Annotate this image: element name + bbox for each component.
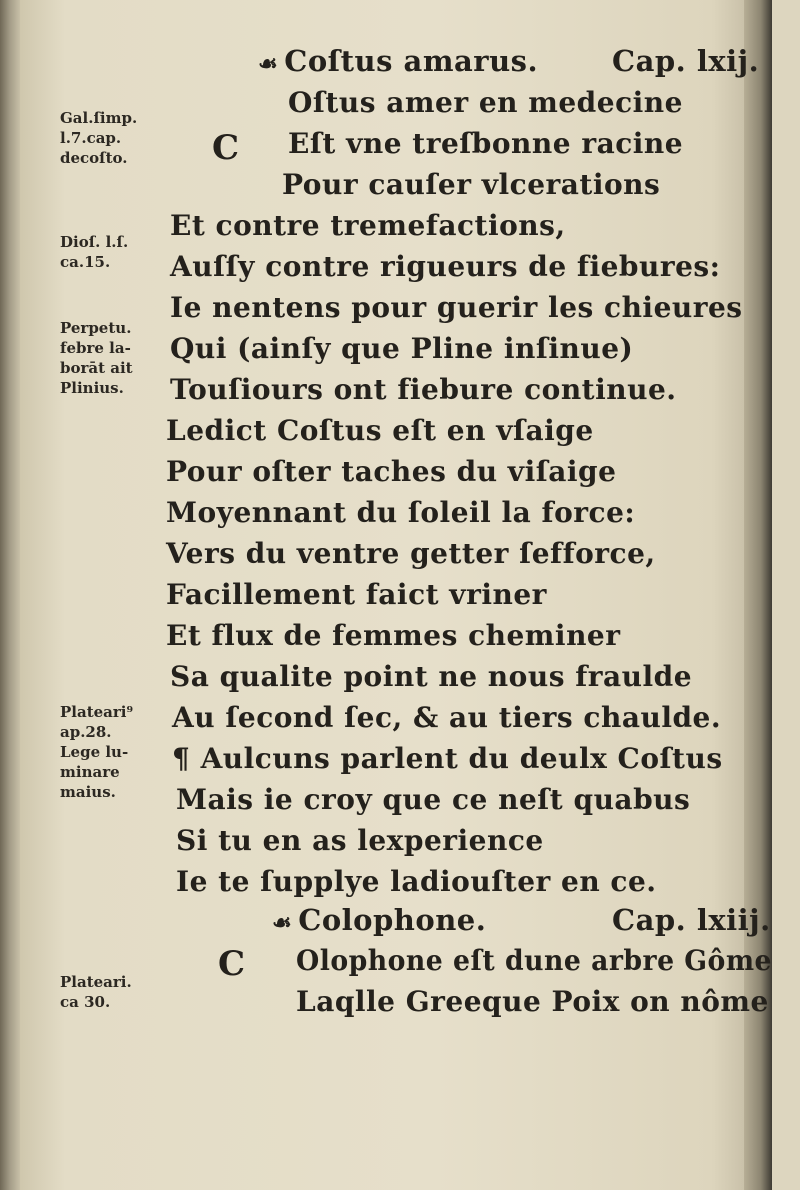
- verse-line: Eſt vne treſbonne racine: [288, 127, 684, 160]
- fleuron-icon: ☙: [258, 51, 279, 77]
- margin-note-line: decoſto.: [60, 149, 128, 167]
- verse-line: Sa qualite point ne nous fraulde: [170, 660, 693, 693]
- chapter-title: Coſtus amarus.: [284, 44, 539, 78]
- margin-note-2: [60, 232, 165, 272]
- chapter-number: Cap. lxij.: [612, 44, 760, 78]
- margin-note-line: minare: [60, 763, 120, 781]
- chapter-heading: [272, 903, 486, 940]
- margin-note-line: Gal.ſimp.: [60, 109, 138, 127]
- verse-line: Touſiours ont fiebure continue.: [170, 373, 677, 406]
- margin-note-3: [60, 318, 165, 398]
- verse-line: Moyennant du ſoleil la force:: [166, 496, 636, 529]
- margin-note-line: Dioſ. l.ſ.: [60, 233, 129, 251]
- margin-note-1: [60, 108, 165, 168]
- verse-line: Ledict Coſtus eſt en vſaige: [166, 414, 594, 447]
- chapter-number: Cap. lxiij.: [612, 903, 771, 937]
- verse-line: Vers du ventre getter ſefforce,: [166, 537, 656, 570]
- margin-note-4: [60, 702, 165, 802]
- margin-note-line: maius.: [60, 783, 116, 801]
- verse-line: Facillement faict vriner: [166, 578, 547, 611]
- drop-initial: C: [218, 944, 246, 984]
- verse-line: Olophone eſt dune arbre Gôme: [296, 944, 772, 977]
- verse-line: Laqlle Greeque Poix on nôme: [296, 985, 769, 1018]
- fleuron-icon: ☙: [272, 910, 293, 936]
- verse-line: Mais ie croy que ce neſt quabus: [176, 783, 691, 816]
- margin-note-line: Perpetu.: [60, 319, 132, 337]
- book-spine-shadow: [0, 0, 20, 1190]
- margin-note-line: Plinius.: [60, 379, 124, 397]
- margin-note-line: borāt ait: [60, 359, 133, 377]
- verse-line: Ie te ſupplye ladiouſter en ce.: [176, 865, 657, 898]
- verse-line: Et flux de femmes cheminer: [166, 619, 621, 652]
- verse-line: Si tu en as lexperience: [176, 824, 544, 857]
- chapter-title: Colophone.: [298, 903, 487, 937]
- verse-line: Qui (ainſy que Pline inſinue): [170, 332, 634, 365]
- drop-initial: C: [212, 128, 240, 168]
- margin-note-line: febre la-: [60, 339, 131, 357]
- verse-line: Pour cauſer vlcerations: [282, 168, 661, 201]
- margin-note-line: l.7.cap.: [60, 129, 122, 147]
- margin-note-5: [60, 972, 165, 1012]
- chapter-heading: [258, 44, 538, 81]
- margin-note-line: ap.28.: [60, 723, 112, 741]
- verse-line: Auſſy contre rigueurs de fiebures:: [170, 250, 721, 283]
- margin-note-line: ca 30.: [60, 993, 111, 1011]
- verse-line: Ie nentens pour guerir les chieures: [170, 291, 743, 324]
- margin-note-line: Plateari⁹: [60, 703, 134, 721]
- verse-line: Et contre tremefactions,: [170, 209, 566, 242]
- verse-line: ¶ Aulcuns parlent du deulx Coſtus: [172, 742, 723, 775]
- margin-note-line: ca.15.: [60, 253, 111, 271]
- verse-line: Oſtus amer en medecine: [288, 86, 683, 119]
- verse-line: Au ſecond ſec, & au tiers chaulde.: [172, 701, 722, 734]
- verse-line: Pour oſter taches du viſaige: [166, 455, 617, 488]
- margin-note-line: Plateari.: [60, 973, 132, 991]
- margin-note-line: Lege lu-: [60, 743, 129, 761]
